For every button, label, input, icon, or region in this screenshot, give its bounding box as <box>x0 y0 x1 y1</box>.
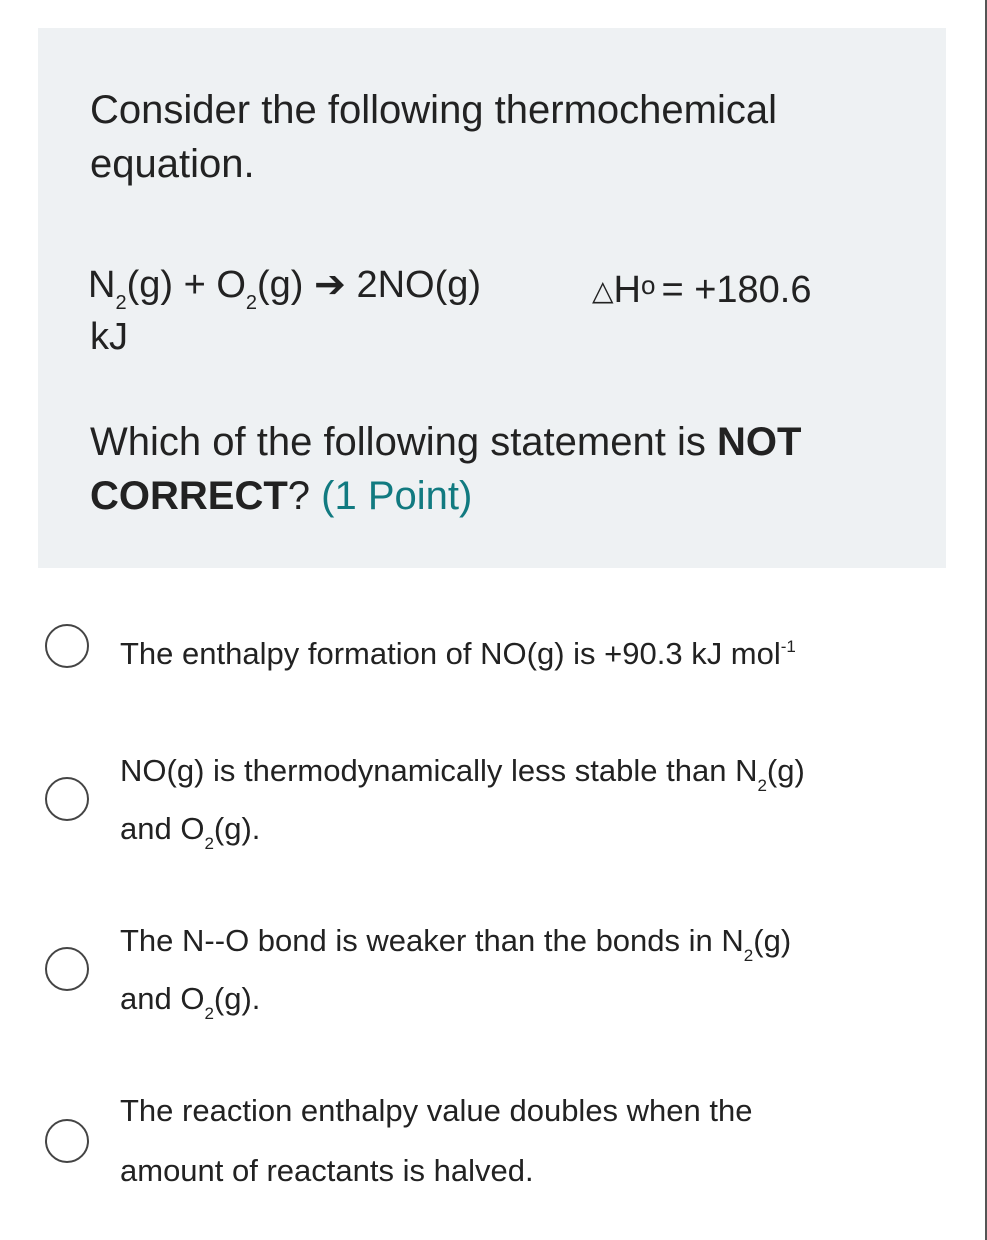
eq-o-sub: 2 <box>245 292 258 314</box>
option-3-sub-1: 2 <box>743 946 754 965</box>
option-2-text-a: NO(g) is thermodynamically less stable than N <box>120 753 758 788</box>
prompt-question-mark: ? <box>287 474 322 518</box>
prompt-correct: CORRECT <box>90 474 288 518</box>
option-2-text-c: and O <box>120 811 205 846</box>
question-line-1: Consider the following thermochemical <box>90 88 777 132</box>
option-3-text-c: and O <box>120 981 205 1016</box>
eq-n-state: (g) + <box>126 264 217 306</box>
option-1-label: The enthalpy formation of NO(g) is +90.3 kJ mol <box>120 636 781 671</box>
radio-button-2[interactable] <box>45 777 89 821</box>
eq-o: O <box>216 264 246 306</box>
enthalpy-h: H <box>613 269 641 311</box>
option-1-text <box>120 618 796 683</box>
chemical-equation <box>88 262 481 326</box>
radio-button-1[interactable] <box>45 624 89 668</box>
option-3-line-2 <box>120 970 260 1043</box>
enthalpy-unit: kJ <box>90 316 128 358</box>
option-3-sub-2: 2 <box>204 1004 214 1023</box>
points-label: (1 Point) <box>321 474 473 518</box>
option-1-sup: -1 <box>780 637 796 656</box>
prompt-not: NOT <box>716 420 802 464</box>
option-3-text-b: (g) <box>753 923 792 958</box>
eq-o-state: (g) <box>257 264 304 306</box>
standard-degree: o <box>641 270 656 300</box>
enthalpy-value: = +180.6 <box>661 269 812 311</box>
radio-button-3[interactable] <box>45 947 89 991</box>
delta-symbol: △ <box>592 275 614 306</box>
option-4-line-2: amount of reactants is halved. <box>120 1153 534 1188</box>
option-2-sub-1: 2 <box>757 776 767 795</box>
option-3-text-d: (g). <box>213 981 261 1016</box>
option-4-line-1: The reaction enthalpy value doubles when the <box>120 1093 753 1128</box>
eq-product: 2NO(g) <box>356 264 482 306</box>
option-2-line-2 <box>120 800 260 873</box>
question-card <box>38 28 946 568</box>
question-prompt-line-2 <box>90 472 472 520</box>
option-2-text-b: (g) <box>766 753 805 788</box>
option-3-text-a: The N--O bond is weaker than the bonds in N <box>120 923 744 958</box>
option-2-sub-2: 2 <box>204 834 214 853</box>
option-2-text-d: (g). <box>213 811 261 846</box>
prompt-text: Which of the following statement is <box>90 420 717 464</box>
eq-n: N <box>88 264 116 306</box>
question-prompt-line-1 <box>90 418 801 466</box>
enthalpy-change <box>592 262 812 314</box>
question-line-2: equation. <box>90 142 255 186</box>
reaction-arrow-icon: ➔ <box>303 264 357 306</box>
radio-button-4[interactable] <box>45 1119 89 1163</box>
eq-n-sub: 2 <box>115 292 127 314</box>
